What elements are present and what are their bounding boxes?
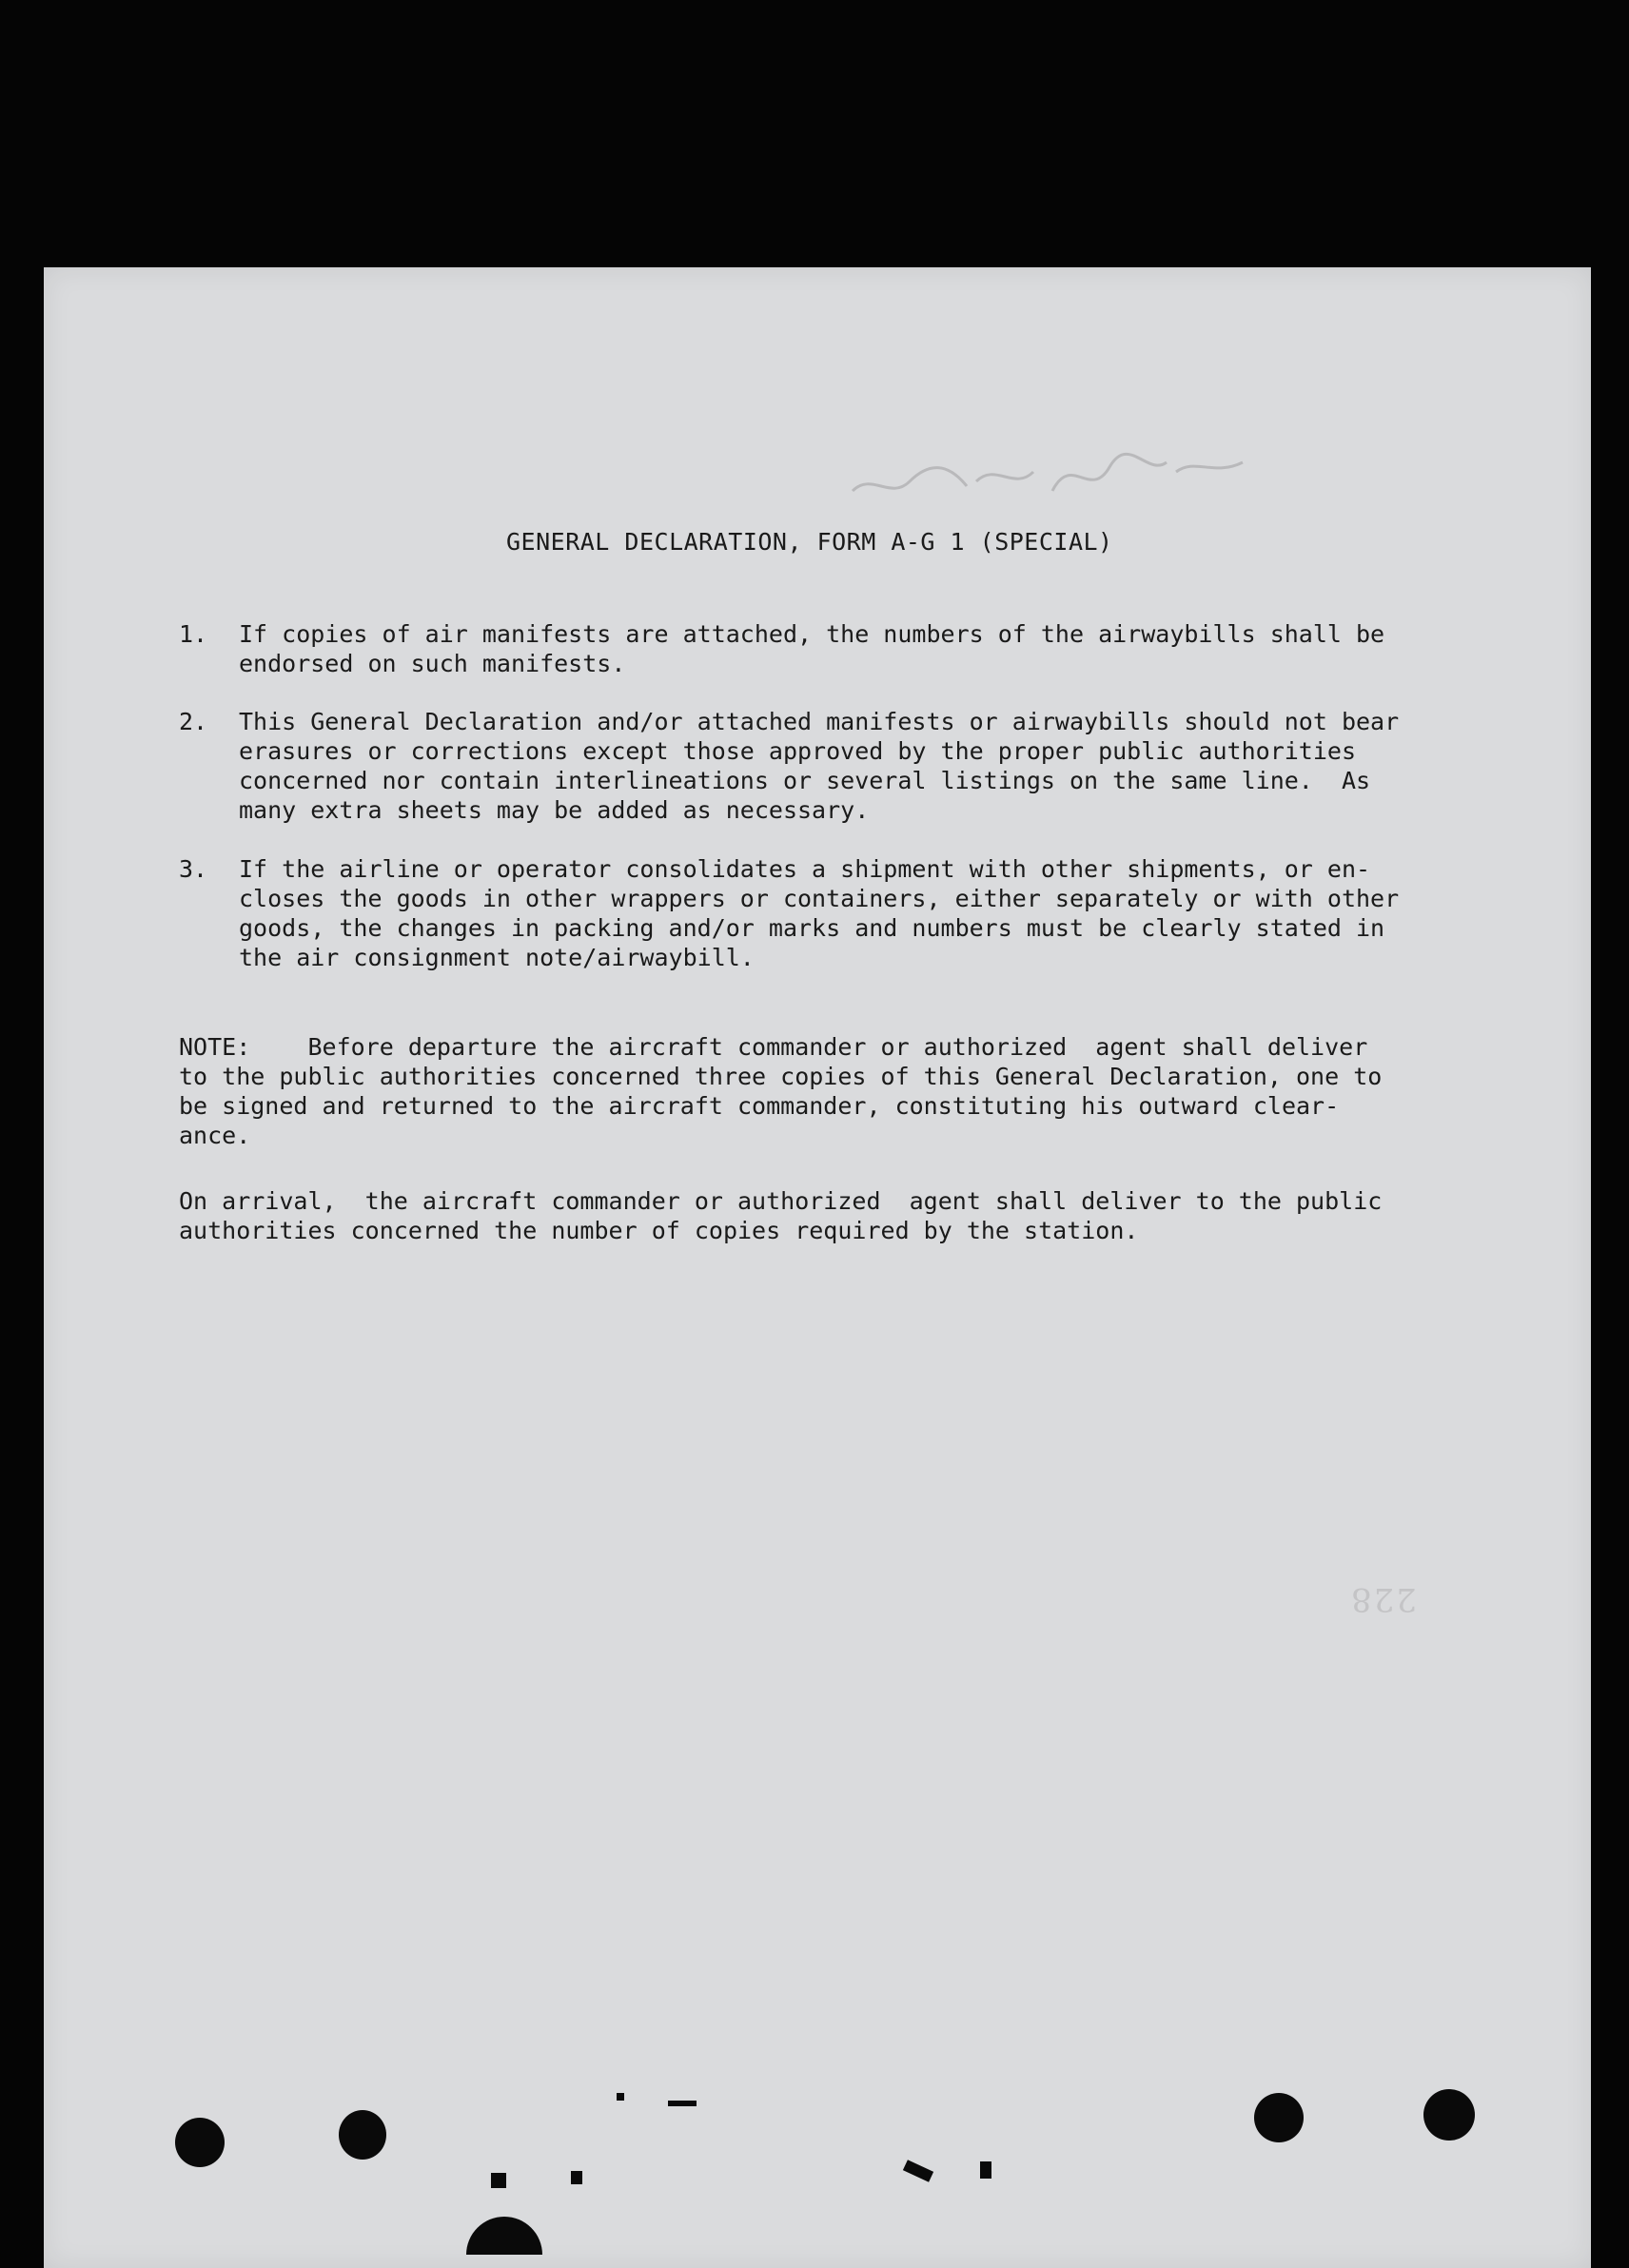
item-line: If the airline or operator consolidates a shipment with other shipments, or en- [239, 855, 1371, 883]
arrival-paragraph [179, 1186, 1382, 1245]
scan-speck [668, 2101, 697, 2106]
punch-hole [175, 2118, 225, 2167]
punch-hole [1254, 2093, 1304, 2142]
scan-speck [617, 2093, 624, 2101]
scan-speck [571, 2171, 582, 2184]
scan-speck [980, 2161, 991, 2179]
item-number: 1. [179, 620, 208, 648]
item-line: concerned nor contain interlineations or several listings on the same line. As [239, 767, 1371, 794]
item-number: 2. [179, 708, 208, 735]
item-line: many extra sheets may be added as necessary. [239, 796, 870, 824]
paper-sheet [44, 267, 1591, 2268]
note-line: ance. [179, 1122, 251, 1149]
item-line: goods, the changes in packing and/or marks and numbers must be clearly stated in [239, 914, 1385, 942]
faded-stamp-number: 228 [1349, 1580, 1417, 1618]
note-line: be signed and returned to the aircraft commander, constituting his outward clear- [179, 1092, 1340, 1120]
note-line: NOTE: Before departure the aircraft commander or authorized agent shall deliver [179, 1033, 1368, 1061]
item-line: erasures or corrections except those approved by the proper public authorities [239, 737, 1356, 765]
punch-hole [339, 2110, 386, 2160]
item-text [239, 619, 1384, 678]
note-paragraph [179, 1032, 1382, 1150]
item-number: 3. [179, 855, 208, 883]
item-text [239, 707, 1399, 825]
handwritten-annotation [824, 434, 1271, 519]
item-line: the air consignment note/airwaybill. [239, 944, 755, 971]
punch-hole [1423, 2089, 1475, 2141]
item-text [239, 854, 1399, 972]
scan-speck [491, 2173, 506, 2188]
arrival-line: On arrival, the aircraft commander or authorized agent shall deliver to the public [179, 1187, 1383, 1215]
item-line: endorsed on such manifests. [239, 650, 626, 677]
item-line: This General Declaration and/or attached manifests or airwaybills should not bear [239, 708, 1400, 735]
note-line: to the public authorities concerned three copies of this General Declaration, one to [179, 1063, 1383, 1090]
document-title: GENERAL DECLARATION, FORM A-G 1 (SPECIAL) [506, 528, 1113, 556]
arrival-line: authorities concerned the number of copies required by the station. [179, 1217, 1139, 1244]
item-line: closes the goods in other wrappers or containers, either separately or with other [239, 885, 1400, 912]
item-line: If copies of air manifests are attached, the numbers of the airwaybills shall be [239, 620, 1385, 648]
